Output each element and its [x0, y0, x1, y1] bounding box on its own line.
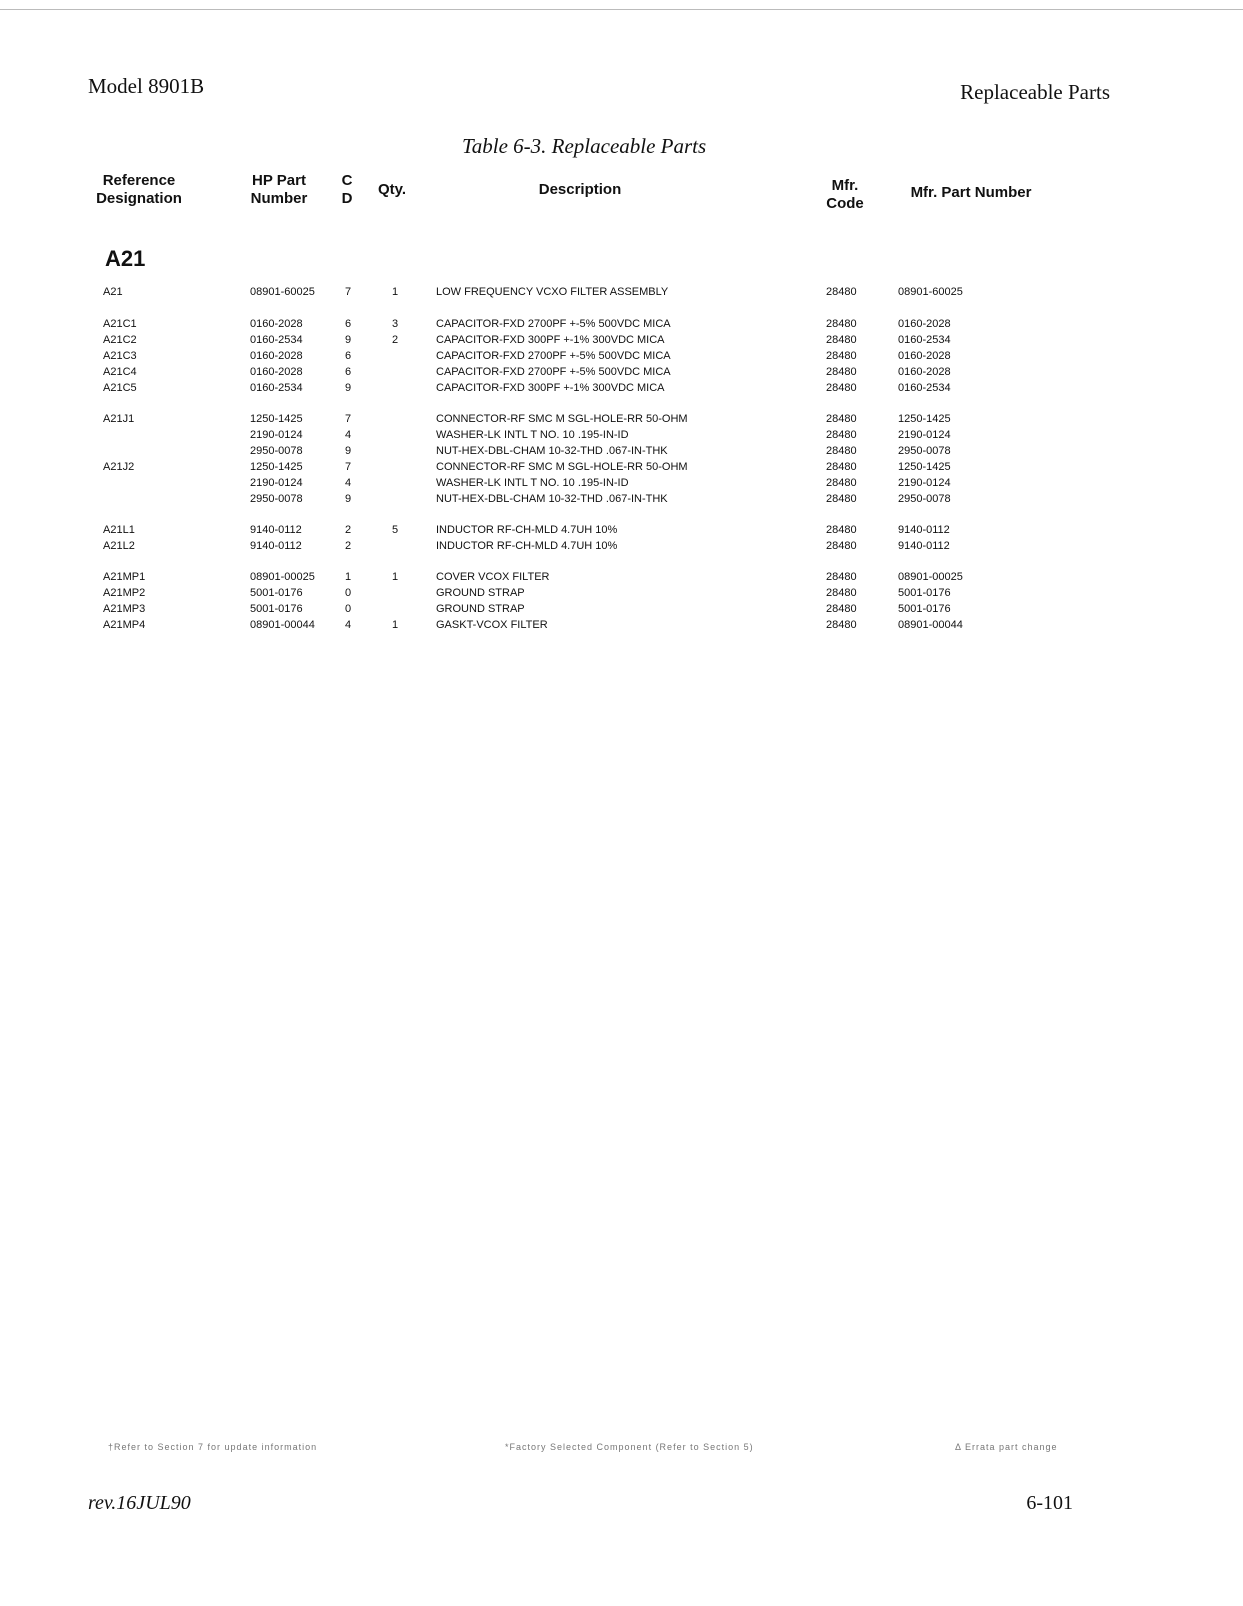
- cell-mpn: 9140-0112: [898, 524, 950, 536]
- cell-ref: A21MP1: [103, 571, 146, 583]
- cell-ref: A21C3: [103, 350, 137, 362]
- cell-cd: 4: [345, 429, 352, 441]
- cell-mfr: 28480: [826, 286, 857, 298]
- cell-part: 9140-0112: [250, 540, 302, 552]
- cell-ref: A21L1: [103, 524, 135, 536]
- cell-part: 0160-2028: [250, 318, 303, 330]
- table-row: [0, 443, 1243, 459]
- cell-qty: 2: [392, 334, 399, 346]
- column-header-mfr-part-number-text: Mfr. Part Number: [910, 184, 1032, 201]
- column-header-mfr-code: [822, 177, 868, 213]
- column-header-hp-part-line1: HP Part: [252, 172, 306, 189]
- cell-cd: 9: [345, 493, 352, 505]
- cell-desc: CAPACITOR-FXD 2700PF +-5% 500VDC MICA: [436, 350, 671, 362]
- cell-desc: LOW FREQUENCY VCXO FILTER ASSEMBLY: [436, 286, 669, 298]
- column-header-reference: [88, 172, 190, 208]
- cell-desc: GROUND STRAP: [436, 603, 525, 615]
- cell-ref: A21C1: [103, 318, 137, 330]
- footnote-errata: Δ Errata part change: [955, 1442, 1058, 1452]
- column-header-reference-line2: Designation: [96, 190, 182, 207]
- revision-date: rev.16JUL90: [88, 1492, 191, 1514]
- cell-ref: A21MP4: [103, 619, 146, 631]
- table-title: Table 6-3. Replaceable Parts: [462, 134, 707, 158]
- cell-desc: CONNECTOR-RF SMC M SGL-HOLE-RR 50-OHM: [436, 461, 688, 473]
- cell-part: 2950-0078: [250, 445, 303, 457]
- table-row: [0, 380, 1243, 396]
- cell-desc: CONNECTOR-RF SMC M SGL-HOLE-RR 50-OHM: [436, 413, 688, 425]
- cell-mpn: 0160-2028: [898, 350, 951, 362]
- cell-cd: 9: [345, 382, 352, 394]
- cell-part: 08901-60025: [250, 286, 315, 298]
- cell-mpn: 1250-1425: [898, 461, 951, 473]
- table-row: [0, 427, 1243, 443]
- cell-mpn: 2950-0078: [898, 445, 951, 457]
- column-header-hp-part-line2: Number: [250, 190, 308, 207]
- cell-ref: A21C5: [103, 382, 137, 394]
- cell-cd: 7: [345, 286, 352, 298]
- page-number: 6-101: [1026, 1492, 1073, 1514]
- cell-part: 0160-2028: [250, 350, 303, 362]
- cell-cd: 7: [345, 413, 352, 425]
- table-row: [0, 459, 1243, 475]
- column-header-mfr-code-line1: Mfr.: [831, 177, 859, 194]
- cell-ref: A21C4: [103, 366, 137, 378]
- cell-mfr: 28480: [826, 493, 857, 505]
- cell-desc: WASHER-LK INTL T NO. 10 .195-IN-ID: [436, 429, 629, 441]
- column-header-hp-part: [240, 172, 318, 208]
- top-rule: [0, 9, 1243, 10]
- cell-qty: 1: [392, 571, 399, 583]
- cell-ref: A21MP2: [103, 587, 146, 599]
- cell-desc: CAPACITOR-FXD 2700PF +-5% 500VDC MICA: [436, 318, 671, 330]
- table-row: [0, 332, 1243, 348]
- cell-part: 08901-00044: [250, 619, 315, 631]
- cell-mpn: 0160-2028: [898, 318, 951, 330]
- cell-cd: 2: [345, 540, 352, 552]
- cell-mpn: 2190-0124: [898, 477, 951, 489]
- cell-qty: 5: [392, 524, 399, 536]
- cell-mpn: 2950-0078: [898, 493, 951, 505]
- footnote-factory-selected: *Factory Selected Component (Refer to Section 5): [505, 1442, 754, 1452]
- cell-part: 0160-2534: [250, 334, 303, 346]
- cell-mfr: 28480: [826, 540, 857, 552]
- column-header-reference-line1: Reference: [102, 172, 176, 189]
- cell-cd: 4: [345, 619, 352, 631]
- footnote-update-info: †Refer to Section 7 for update information: [108, 1442, 318, 1452]
- cell-desc: COVER VCOX FILTER: [436, 571, 550, 583]
- cell-ref: A21MP3: [103, 603, 146, 615]
- table-row: [0, 601, 1243, 617]
- cell-part: 1250-1425: [250, 461, 303, 473]
- cell-mpn: 0160-2534: [898, 382, 951, 394]
- model-header: Model 8901B: [88, 74, 205, 98]
- cell-mpn: 08901-00044: [898, 619, 963, 631]
- cell-mfr: 28480: [826, 619, 857, 631]
- table-row: [0, 569, 1243, 585]
- cell-desc: GASKT-VCOX FILTER: [436, 619, 548, 631]
- cell-part: 2190-0124: [250, 477, 303, 489]
- cell-part: 5001-0176: [250, 587, 303, 599]
- table-row: [0, 348, 1243, 364]
- cell-cd: 6: [345, 350, 352, 362]
- table-row: [0, 475, 1243, 491]
- cell-desc: INDUCTOR RF-CH-MLD 4.7UH 10%: [436, 524, 618, 536]
- cell-desc: CAPACITOR-FXD 300PF +-1% 300VDC MICA: [436, 334, 665, 346]
- cell-part: 1250-1425: [250, 413, 303, 425]
- cell-qty: 1: [392, 286, 399, 298]
- cell-part: 2190-0124: [250, 429, 303, 441]
- cell-desc: NUT-HEX-DBL-CHAM 10-32-THD .067-IN-THK: [436, 493, 668, 505]
- cell-qty: 1: [392, 619, 399, 631]
- cell-mfr: 28480: [826, 477, 857, 489]
- cell-ref: A21: [103, 286, 123, 298]
- cell-mfr: 28480: [826, 366, 857, 378]
- cell-part: 0160-2028: [250, 366, 303, 378]
- cell-cd: 0: [345, 587, 352, 599]
- cell-cd: 2: [345, 524, 352, 536]
- cell-cd: 0: [345, 603, 352, 615]
- cell-desc: CAPACITOR-FXD 2700PF +-5% 500VDC MICA: [436, 366, 671, 378]
- table-row: [0, 284, 1243, 300]
- cell-part: 08901-00025: [250, 571, 315, 583]
- cell-mpn: 0160-2534: [898, 334, 951, 346]
- table-row: [0, 585, 1243, 601]
- cell-mfr: 28480: [826, 350, 857, 362]
- cell-mpn: 5001-0176: [898, 587, 951, 599]
- cell-cd: 6: [345, 318, 352, 330]
- table-row: [0, 364, 1243, 380]
- cell-mpn: 5001-0176: [898, 603, 951, 615]
- cell-cd: 7: [345, 461, 352, 473]
- cell-qty: 3: [392, 318, 399, 330]
- cell-ref: A21L2: [103, 540, 135, 552]
- cell-mpn: 9140-0112: [898, 540, 950, 552]
- column-header-cd-line1: C: [341, 172, 353, 189]
- section-heading: A21: [105, 246, 146, 271]
- column-header-description: [520, 181, 640, 199]
- cell-mfr: 28480: [826, 429, 857, 441]
- cell-mpn: 08901-00025: [898, 571, 963, 583]
- column-header-mfr-code-line2: Code: [826, 195, 864, 212]
- cell-desc: NUT-HEX-DBL-CHAM 10-32-THD .067-IN-THK: [436, 445, 668, 457]
- cell-mfr: 28480: [826, 587, 857, 599]
- cell-cd: 4: [345, 477, 352, 489]
- cell-ref: A21J2: [103, 461, 135, 473]
- column-header-description-text: Description: [538, 181, 622, 198]
- column-header-qty: [372, 181, 412, 199]
- cell-mfr: 28480: [826, 445, 857, 457]
- cell-desc: GROUND STRAP: [436, 587, 525, 599]
- cell-desc: CAPACITOR-FXD 300PF +-1% 300VDC MICA: [436, 382, 665, 394]
- cell-cd: 6: [345, 366, 352, 378]
- table-row: [0, 491, 1243, 507]
- cell-cd: 9: [345, 334, 352, 346]
- cell-part: 5001-0176: [250, 603, 303, 615]
- cell-ref: A21C2: [103, 334, 137, 346]
- cell-desc: INDUCTOR RF-CH-MLD 4.7UH 10%: [436, 540, 618, 552]
- cell-mpn: 1250-1425: [898, 413, 951, 425]
- cell-mpn: 08901-60025: [898, 286, 963, 298]
- section-header: Replaceable Parts: [960, 80, 1110, 104]
- cell-mfr: 28480: [826, 603, 857, 615]
- cell-cd: 9: [345, 445, 352, 457]
- cell-mfr: 28480: [826, 318, 857, 330]
- column-header-cd: [340, 172, 354, 208]
- column-header-mfr-part-number: [896, 184, 1046, 202]
- cell-mpn: 2190-0124: [898, 429, 951, 441]
- table-row: [0, 538, 1243, 554]
- cell-mfr: 28480: [826, 334, 857, 346]
- cell-mfr: 28480: [826, 461, 857, 473]
- cell-cd: 1: [345, 571, 352, 583]
- cell-part: 0160-2534: [250, 382, 303, 394]
- cell-part: 2950-0078: [250, 493, 303, 505]
- cell-part: 9140-0112: [250, 524, 302, 536]
- table-row: [0, 316, 1243, 332]
- table-row: [0, 617, 1243, 633]
- cell-desc: WASHER-LK INTL T NO. 10 .195-IN-ID: [436, 477, 629, 489]
- cell-mpn: 0160-2028: [898, 366, 951, 378]
- table-row: [0, 522, 1243, 538]
- column-header-qty-text: Qty.: [377, 181, 407, 198]
- cell-mfr: 28480: [826, 382, 857, 394]
- cell-mfr: 28480: [826, 413, 857, 425]
- cell-mfr: 28480: [826, 571, 857, 583]
- cell-mfr: 28480: [826, 524, 857, 536]
- cell-ref: A21J1: [103, 413, 135, 425]
- column-header-cd-line2: D: [341, 190, 353, 207]
- table-row: [0, 411, 1243, 427]
